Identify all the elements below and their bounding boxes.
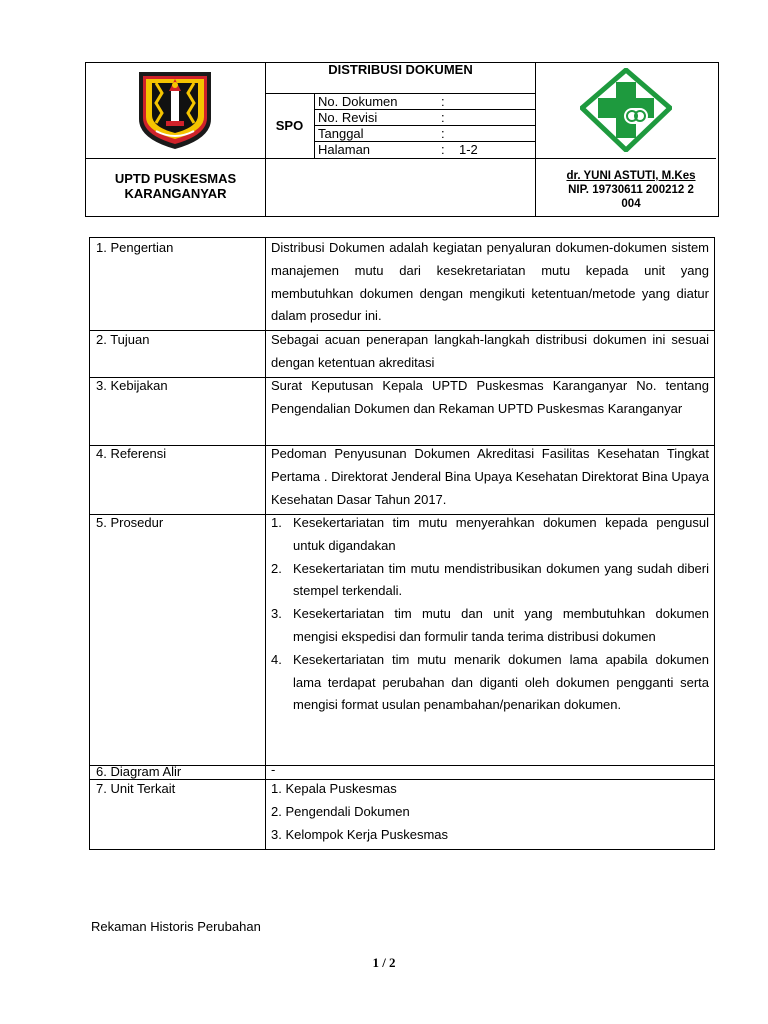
row-label-tujuan: 2. Tujuan — [96, 332, 150, 347]
document-title: DISTRIBUSI DOKUMEN — [328, 62, 473, 77]
row-label-diagram-alir: 6. Diagram Alir — [96, 764, 182, 779]
row-label-unit-terkait: 7. Unit Terkait — [96, 781, 176, 796]
spo-field-row — [318, 126, 532, 141]
signer-name: dr. YUNI ASTUTI, M.Kes — [566, 170, 696, 182]
org-line-1: UPTD PUSKESMAS — [114, 171, 237, 186]
procedure-table — [89, 237, 715, 850]
step-number: 2. — [271, 560, 282, 576]
step-number: 1. — [271, 515, 282, 530]
row-text-pengertian: Distribusi Dokumen adalah kegiatan penyaluran dokumen-dokumen sistem manajemen mutu dari kesekretariatan mutu kepada unit yang membutuhkan dokumen dengan mengikuti ketentuan/metode yang diatur dalam prosedur ini. — [271, 240, 709, 324]
related-unit-item: 1. Kepala Puskesmas — [271, 781, 397, 796]
field-label: No. Dokumen — [318, 94, 398, 109]
procedure-step — [271, 512, 709, 558]
signer-nip-cont: 004 — [621, 198, 641, 210]
org-line-2: KARANGANYAR — [124, 186, 227, 201]
spo-field-row — [318, 142, 532, 157]
step-text: Kesekertariatan tim mutu menarik dokumen lama apabila dokumen lama terdapat perubahan dan diganti oleh dokumen pengganti serta mengisi format usulan penambahan/penarikan dokumen. — [293, 651, 709, 713]
row-label-referensi: 4. Referensi — [96, 446, 167, 461]
row-label-pengertian: 1. Pengertian — [96, 240, 174, 255]
field-colon: : — [441, 110, 445, 125]
city-emblem-logo — [136, 69, 214, 151]
procedure-step — [271, 558, 709, 604]
step-number: 3. — [271, 606, 282, 622]
spo-field-row — [318, 94, 532, 109]
step-text: Kesekertariatan tim mutu dan unit yang membutuhkan dokumen mengisi ekspedisi dan formulir tanda terima distribusi dokumen — [293, 606, 709, 644]
row-text-referensi: Pedoman Penyusunan Dokumen Akreditasi Fasilitas Kesehatan Tingkat Pertama . Direktorat Jenderal Bina Upaya Kesehatan Direktorat Bina Upaya Kesehatan Dasar Tahun 2017. — [271, 446, 709, 507]
row-text-diagram-alir: - — [271, 762, 276, 777]
signer-nip: NIP. 19730611 200212 2 — [568, 184, 694, 196]
step-text: Kesekertariatan tim mutu menyerahkan dokumen kepada pengusul untuk digandakan — [293, 515, 709, 553]
procedure-steps — [271, 512, 709, 717]
spo-field-row — [318, 110, 532, 125]
related-unit-item: 2. Pengendali Dokumen — [271, 803, 410, 819]
organization-name — [86, 171, 265, 201]
procedure-step — [271, 603, 709, 649]
page-number: 1 / 2 — [372, 955, 396, 970]
field-label: No. Revisi — [318, 110, 378, 125]
related-units — [271, 778, 709, 846]
step-text: Kesekertariatan tim mutu mendistribusikan dokumen yang sudah diberi stempel terkendali. — [293, 560, 709, 599]
field-label: Tanggal — [318, 126, 364, 141]
field-label: Halaman — [318, 142, 371, 157]
history-label: Rekaman Historis Perubahan — [91, 919, 261, 934]
row-label-prosedur: 5. Prosedur — [96, 515, 164, 530]
document-header — [85, 62, 719, 217]
procedure-step — [271, 649, 709, 717]
field-colon: : — [441, 126, 445, 141]
puskesmas-logo — [580, 68, 672, 152]
row-text-tujuan: Sebagai acuan penerapan langkah-langkah distribusi dokumen ini sesuai dengan ketentuan akreditasi — [271, 332, 709, 370]
field-colon: : — [441, 142, 445, 157]
field-colon: : — [441, 94, 445, 109]
field-value: 1-2 — [459, 142, 478, 157]
signer-block — [546, 169, 716, 211]
row-label-kebijakan: 3. Kebijakan — [96, 378, 168, 393]
row-text-kebijakan: Surat Keputusan Kepala UPTD Puskesmas Karanganyar No. tentang Pengendalian Dokumen dan Rekaman UPTD Puskesmas Karanganyar — [271, 378, 709, 416]
step-number: 4. — [271, 651, 282, 667]
spo-label: SPO — [275, 118, 304, 133]
related-unit-item: 3. Kelompok Kerja Puskesmas — [271, 826, 449, 842]
